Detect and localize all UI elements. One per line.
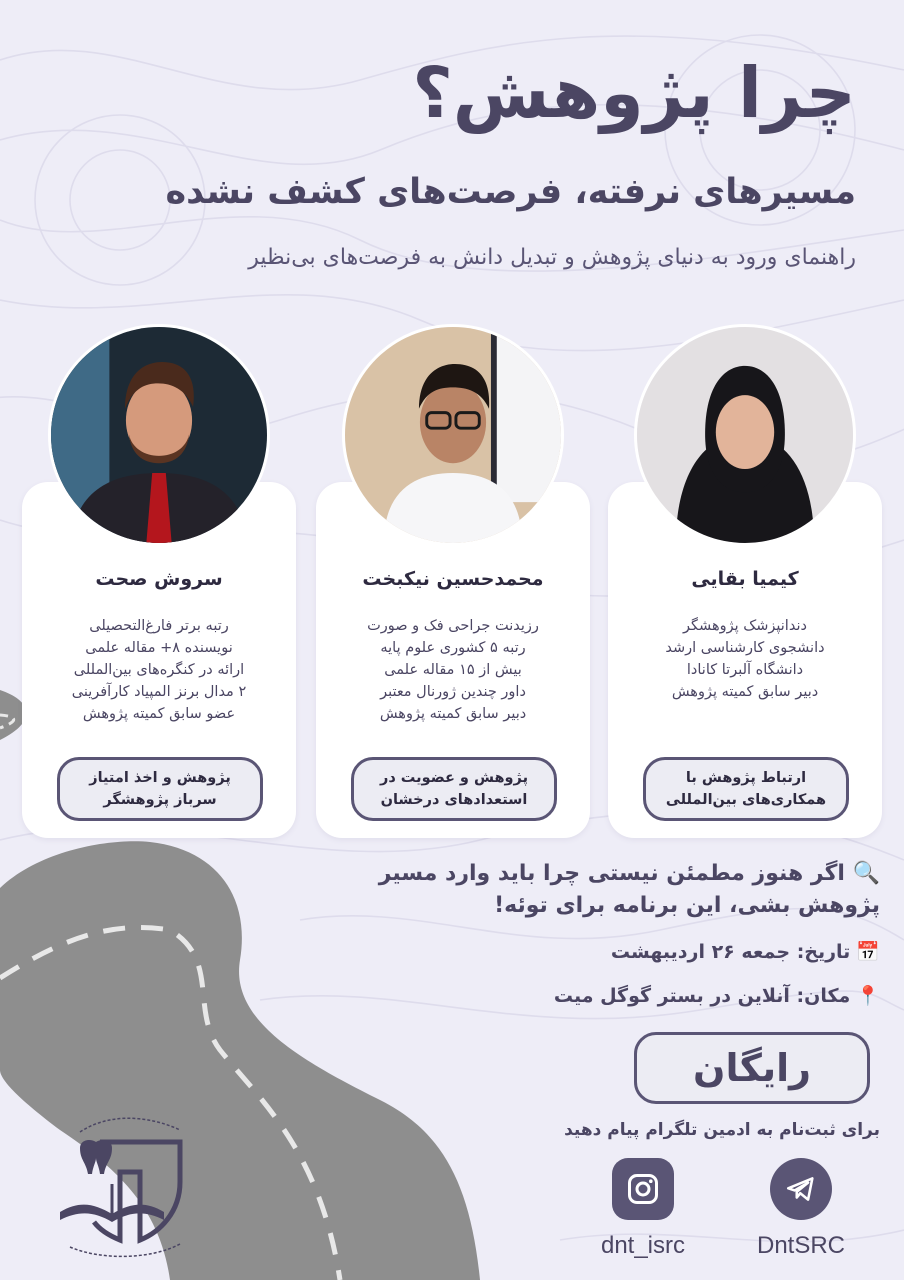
bio-line: عضو سابق کمیته پژوهش [82, 706, 236, 722]
instagram-icon [612, 1158, 674, 1220]
page-title: چرا پژوهش؟ [412, 52, 856, 134]
telegram-link[interactable] [736, 1158, 866, 1260]
bio-line: دبیر سابق کمیته پژوهش [671, 684, 819, 700]
event-question-text: اگر هنوز مطمئن نیستی چرا باید وارد مسیر پژوهش بشی، این برنامه برای توئه! [378, 861, 880, 918]
price-badge: رایگان [634, 1032, 870, 1104]
bio-line: دانشگاه آلبرتا کانادا [686, 662, 804, 678]
bio-line: دبیر سابق کمیته پژوهش [379, 706, 527, 722]
bio-line: رتبه برتر فارغ‌التحصیلی [89, 618, 229, 634]
bio-line: دانشجوی کارشناسی ارشد [665, 640, 825, 656]
instagram-link[interactable] [578, 1158, 708, 1260]
speaker-topic: پژوهش و اخذ امتیاز سرباز پژوهشگر [57, 757, 263, 821]
speaker-card-baghaei [608, 482, 882, 838]
bio-line: بیش از ۱۵ مقاله علمی [384, 662, 522, 678]
event-location [554, 984, 880, 1007]
page-subtitle: مسیرهای نرفته، فرصت‌های کشف نشده [165, 172, 856, 212]
speaker-name: کیمیا بقایی [691, 568, 799, 590]
bio-line: ۲ مدال برنز المپیاد کارآفرینی [71, 684, 247, 700]
bio-line: داور چندین ژورنال معتبر [380, 684, 526, 700]
bio-line: رتبه ۵ کشوری علوم پایه [380, 640, 526, 656]
speaker-card-nikbakht [316, 482, 590, 838]
speaker-name: سروش صحت [95, 568, 223, 590]
speaker-topic: پژوهش و عضویت در استعدادهای درخشان [351, 757, 557, 821]
location-pin-icon: 📍 [856, 985, 880, 1007]
bio-line: ارائه در کنگره‌های بین‌المللی [73, 662, 245, 678]
event-date-text: تاریخ: جمعه ۲۶ اردیبهشت [610, 940, 851, 963]
speaker-bio [326, 615, 580, 725]
calendar-icon: 📅 [856, 941, 880, 963]
event-location-text: مکان: آنلاین در بستر گوگل میت [553, 984, 851, 1007]
search-icon: 🔍 [852, 861, 880, 886]
event-question [360, 858, 880, 922]
speaker-photo [634, 324, 856, 546]
speaker-bio [618, 615, 872, 703]
speaker-bio [32, 615, 286, 725]
page-tagline: راهنمای ورود به دنیای پژوهش و تبدیل دانش به فرصت‌های بی‌نظیر [248, 245, 856, 270]
telegram-icon [770, 1158, 832, 1220]
bio-line: دندانپزشک پژوهشگر [683, 618, 807, 634]
telegram-handle: DntSRC [756, 1232, 846, 1259]
research-committee-logo [50, 1112, 200, 1262]
speaker-card-sehat [22, 482, 296, 838]
speaker-topic: ارتباط پژوهش با همکاری‌های بین‌المللی [643, 757, 849, 821]
instagram-handle: dnt_isrc [600, 1232, 686, 1259]
event-date [611, 940, 880, 963]
bio-line: رزیدنت جراحی فک و صورت [367, 618, 539, 634]
register-instruction: برای ثبت‌نام به ادمین تلگرام پیام دهید [564, 1120, 880, 1140]
speaker-photo [342, 324, 564, 546]
bio-line: نویسنده ۸+ مقاله علمی [85, 640, 233, 656]
speaker-name: محمدحسین نیکبخت [362, 568, 544, 590]
speaker-photo [48, 324, 270, 546]
